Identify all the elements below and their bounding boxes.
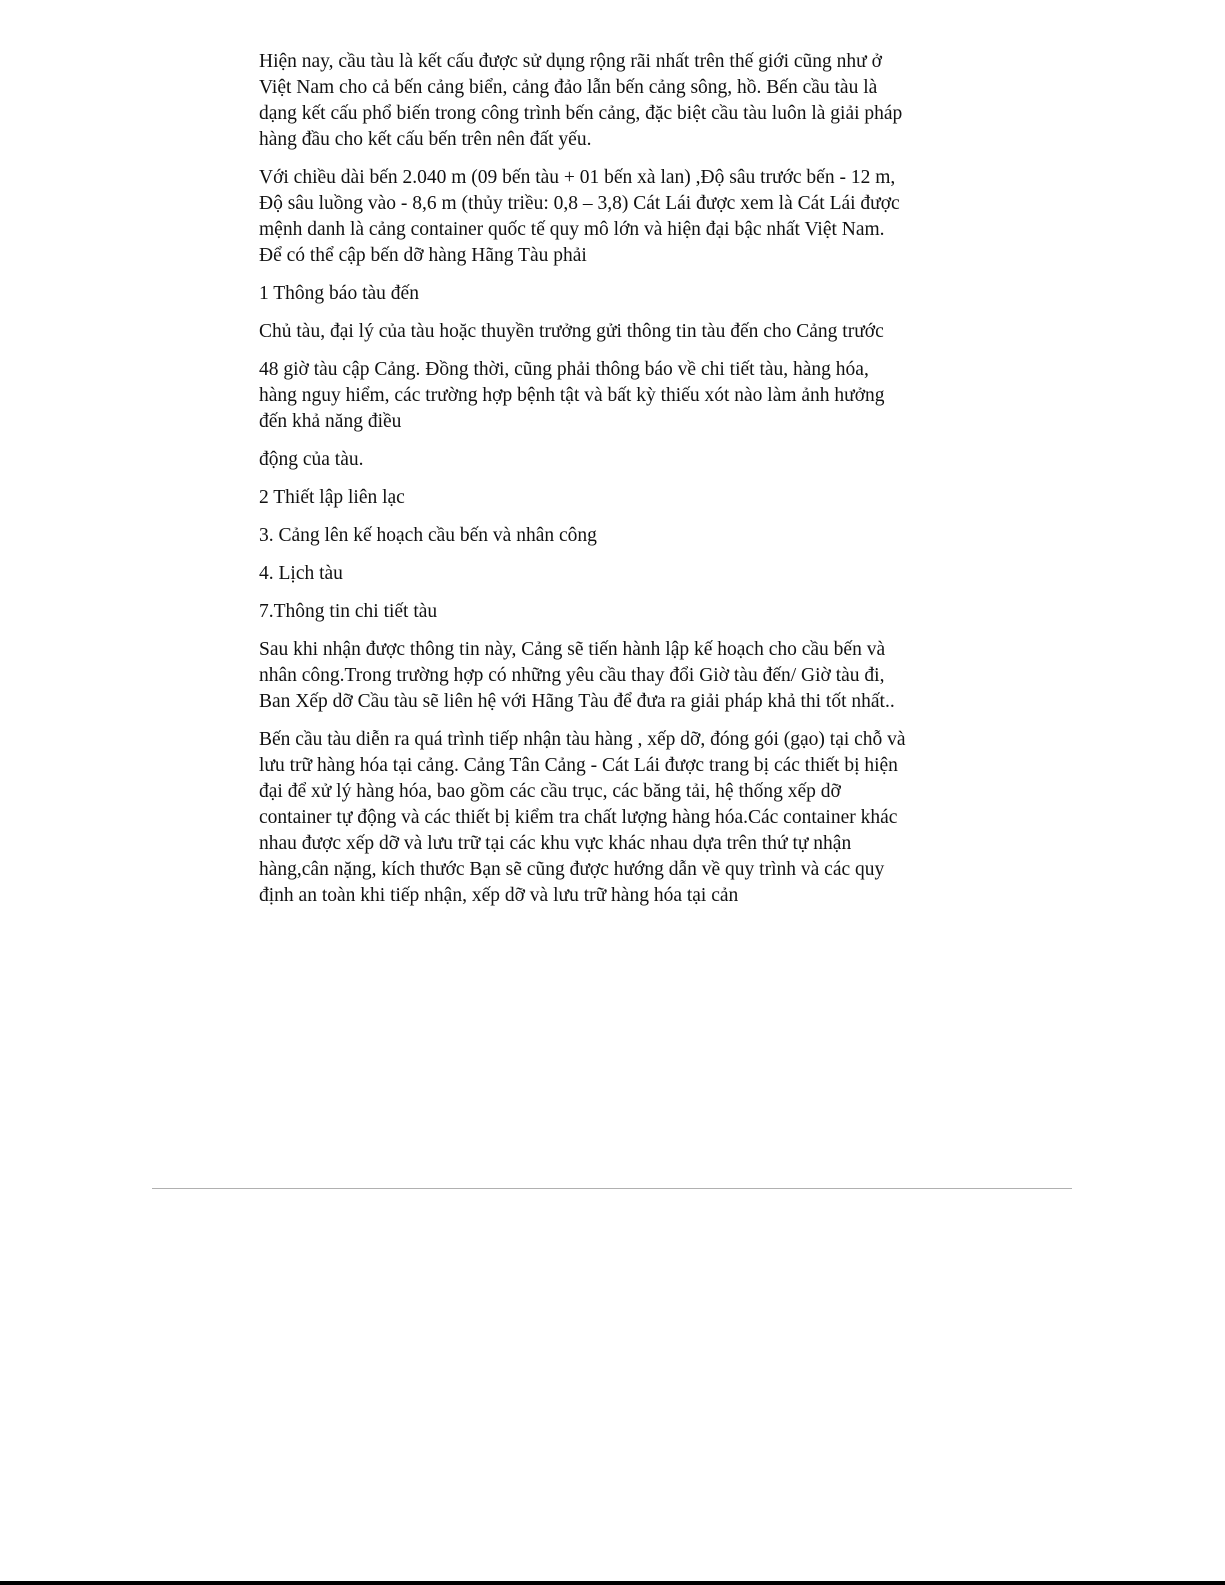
heading-thong-tin-chi-tiet-tau: 7.Thông tin chi tiết tàu [259,601,438,622]
paragraph-chu-tau: Chủ tàu, đại lý của tàu hoặc thuyền trưởng gửi thông tin tàu đến cho Cảng trước [259,321,884,342]
heading-lich-tau: 4. Lịch tàu [259,563,343,584]
heading-ke-hoach-cau-ben: 3. Cảng lên kế hoạch cầu bến và nhân công [259,525,597,546]
paragraph-48-gio: 48 giờ tàu cập Cảng. Đồng thời, cũng phải thông báo về chi tiết tàu, hàng hóa, hàng nguy hiểm, các trường hợp bệnh tật và bất kỳ thiếu xót nào làm ảnh hưởng đến khả năng điều [259,359,885,432]
paragraph-dong-cua-tau: động của tàu. [259,449,364,470]
bottom-edge-bar [0,1581,1225,1585]
paragraph-cau-tau-intro: Hiện nay, cầu tàu là kết cấu được sử dụng rộng rãi nhất trên thế giới cũng như ở Việt Nam cho cả bến cảng biển, cảng đảo lẫn bến cảng sông, hồ. Bến cầu tàu là dạng kết cấu phổ biến trong công trình bến cảng, đặc biệt cầu tàu luôn là giải pháp hàng đầu cho kết cấu bến trên nên đất yếu. [259,51,903,150]
heading-thiet-lap-lien-lac: 2 Thiết lập liên lạc [259,487,405,508]
paragraph-cat-lai-berth: Với chiều dài bến 2.040 m (09 bến tàu + 01 bến xà lan) ,Độ sâu trước bến - 12 m, Độ sâu luồng vào - 8,6 m (thủy triều: 0,8 – 3,8) Cát Lái được xem là Cát Lái được mệnh danh là cảng container quốc tế quy mô lớn và hiện đại bậc nhất Việt Nam. Để có thể cập bến dỡ hàng Hãng Tàu phải [259,167,900,266]
paragraph-ben-cau-tau: Bến cầu tàu diễn ra quá trình tiếp nhận tàu hàng , xếp dỡ, đóng gói (gạo) tại chỗ và lưu trữ hàng hóa tại cảng. Cảng Tân Cảng - Cát Lái được trang bị các thiết bị hiện đại để xử lý hàng hóa, bao gồm các cầu trục, các băng tải, hệ thống xếp dỡ container tự động và các thiết bị kiểm tra chất lượng hàng hóa.Các container khác nhau được xếp dỡ và lưu trữ tại các khu vực khác nhau dựa trên thứ tự nhận hàng,cân nặng, kích thước Bạn sẽ cũng được hướng dẫn về quy trình và các quy định an toàn khi tiếp nhận, xếp dỡ và lưu trữ hàng hóa tại cản [259,729,906,906]
paragraph-sau-khi-nhan: Sau khi nhận được thông tin này, Cảng sẽ tiến hành lập kế hoạch cho cầu bến và nhân công.Trong trường hợp có những yêu cầu thay đổi Giờ tàu đến/ Giờ tàu đi, Ban Xếp dỡ Cầu tàu sẽ liên hệ với Hãng Tàu để đưa ra giải pháp khả thi tốt nhất.. [259,639,895,712]
document-body [259,49,959,921]
heading-thong-bao-tau-den: 1 Thông báo tàu đến [259,283,419,304]
page-divider [152,1188,1072,1189]
